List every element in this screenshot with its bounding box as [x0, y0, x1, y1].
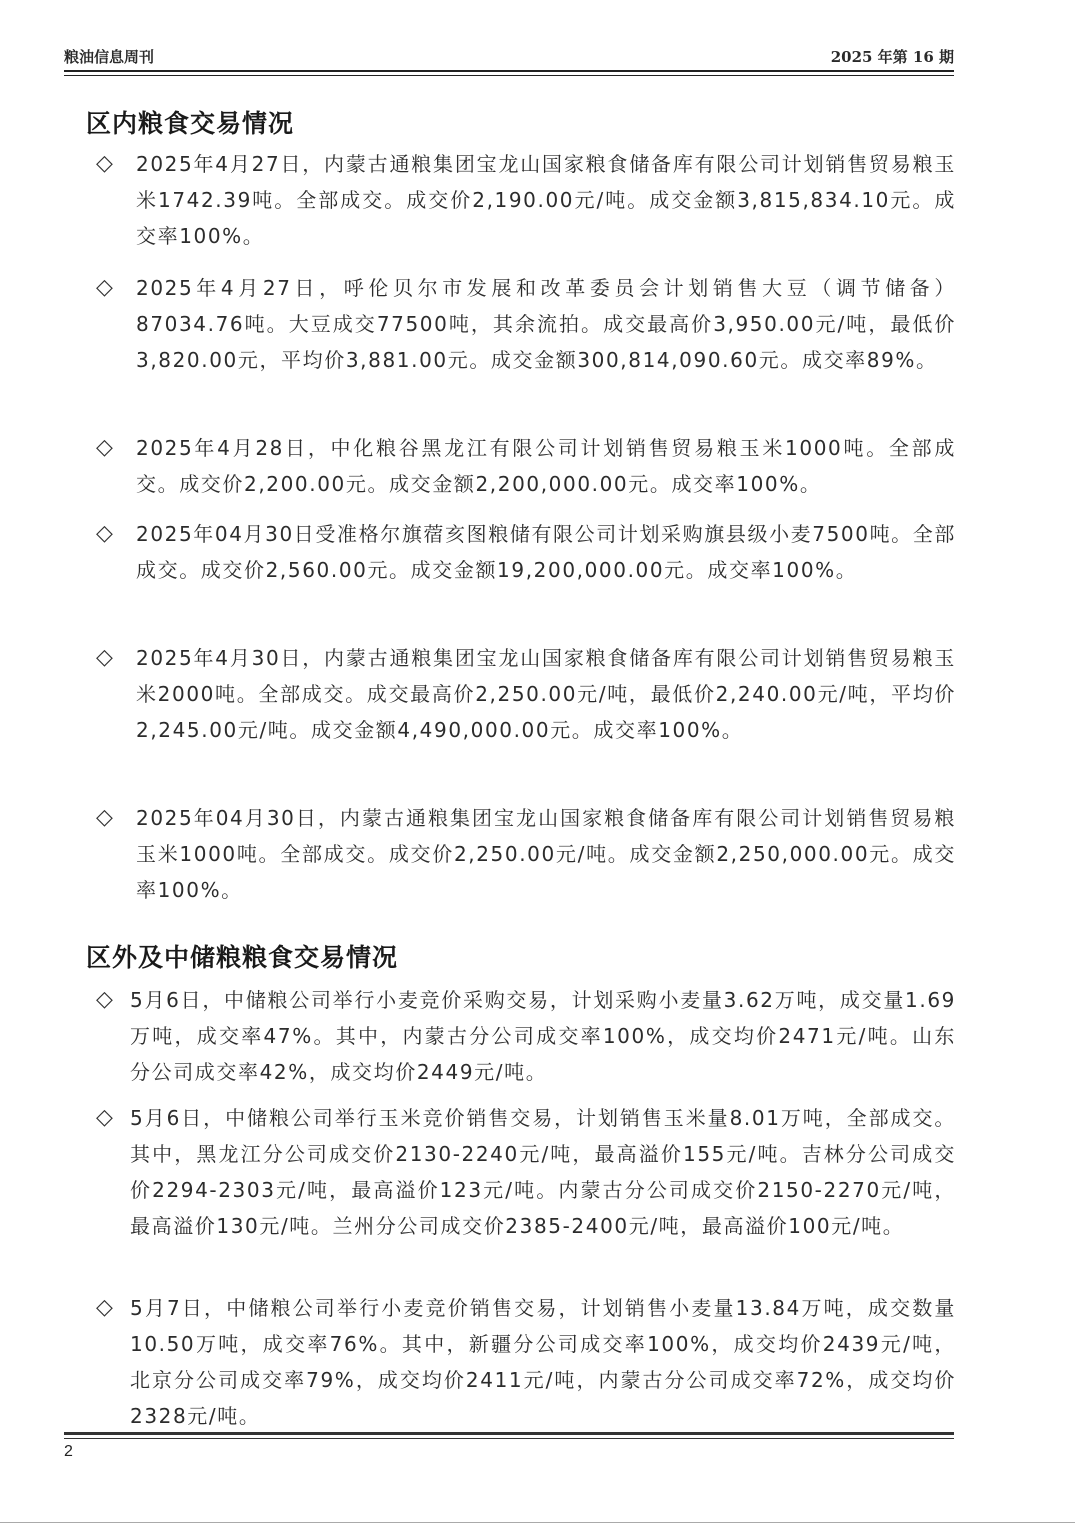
diamond-bullet-icon: ◇ — [96, 1295, 113, 1320]
list-item — [96, 430, 956, 502]
list-item — [96, 982, 956, 1090]
diamond-bullet-icon: ◇ — [96, 987, 113, 1012]
diamond-bullet-icon: ◇ — [96, 1105, 113, 1130]
list-item — [96, 640, 956, 748]
page-edge-divider — [0, 1522, 1075, 1523]
list-item-text: 2025年4月27日，呼伦贝尔市发展和改革委员会计划销售大豆（调节储备）87034.76吨。大豆成交77500吨，其余流拍。成交最高价3,950.00元/吨，最低价3,820.00元，平均价3,881.00元。成交金额300,814,090.60元。成交率89%。 — [136, 276, 956, 372]
issue-number: 2025 年第 16 期 — [830, 48, 954, 66]
diamond-bullet-icon: ◇ — [96, 275, 113, 300]
list-item-text: 2025年4月30日，内蒙古通粮集团宝龙山国家粮食储备库有限公司计划销售贸易粮玉米2000吨。全部成交。成交最高价2,250.00元/吨，最低价2,240.00元/吨，平均价2,245.00元/吨。成交金额4,490,000.00元。成交率100%。 — [136, 646, 956, 742]
list-item — [96, 270, 956, 378]
page-header — [64, 40, 954, 72]
list-item-text: 2025年4月28日，中化粮谷黑龙江有限公司计划销售贸易粮玉米1000吨。全部成交。成交价2,200.00元。成交金额2,200,000.00元。成交率100%。 — [136, 436, 956, 496]
diamond-bullet-icon: ◇ — [96, 805, 113, 830]
list-item — [96, 800, 956, 908]
page-number: 2 — [64, 1443, 73, 1460]
publication-title: 粮油信息周刊 — [64, 48, 155, 66]
diamond-bullet-icon: ◇ — [96, 521, 113, 546]
list-item-text: 5月7日，中储粮公司举行小麦竞价销售交易，计划销售小麦量13.84万吨，成交数量10.50万吨，成交率76%。其中，新疆分公司成交率100%，成交均价2439元/吨，北京分公司成交率79%，成交均价2411元/吨，内蒙古分公司成交率72%，成交均价2328元/吨。 — [130, 1296, 956, 1428]
diamond-bullet-icon: ◇ — [96, 435, 113, 460]
section-title-external: 区外及中储粮粮食交易情况 — [86, 943, 399, 972]
list-item — [96, 1100, 956, 1244]
section-title-domestic: 区内粮食交易情况 — [86, 109, 295, 138]
list-item-text: 5月6日，中储粮公司举行玉米竞价销售交易，计划销售玉米量8.01万吨，全部成交。其中，黑龙江分公司成交价2130-2240元/吨，最高溢价155元/吨。吉林分公司成交价2294-2303元/吨，最高溢价123元/吨。内蒙古分公司成交价2150-2270元/吨，最高溢价130元/吨。兰州分公司成交价2385-2400元/吨，最高溢价100元/吨。 — [130, 1106, 956, 1238]
diamond-bullet-icon: ◇ — [96, 645, 113, 670]
list-item — [96, 1290, 956, 1434]
list-item — [96, 146, 956, 254]
footer-rule — [64, 1432, 954, 1435]
list-item-text: 2025年4月27日，内蒙古通粮集团宝龙山国家粮食储备库有限公司计划销售贸易粮玉米1742.39吨。全部成交。成交价2,190.00元/吨。成交金额3,815,834.10元。成交率100%。 — [136, 152, 956, 248]
diamond-bullet-icon: ◇ — [96, 151, 113, 176]
list-item-text: 2025年04月30日受准格尔旗蓿亥图粮储有限公司计划采购旗县级小麦7500吨。全部成交。成交价2,560.00元。成交金额19,200,000.00元。成交率100%。 — [136, 522, 956, 582]
list-item-text: 5月6日，中储粮公司举行小麦竞价采购交易，计划采购小麦量3.62万吨，成交量1.69万吨，成交率47%。其中，内蒙古分公司成交率100%，成交均价2471元/吨。山东分公司成交率42%，成交均价2449元/吨。 — [130, 988, 956, 1084]
list-item — [96, 516, 956, 588]
list-item-text: 2025年04月30日，内蒙古通粮集团宝龙山国家粮食储备库有限公司计划销售贸易粮玉米1000吨。全部成交。成交价2,250.00元/吨。成交金额2,250,000.00元。成交率100%。 — [136, 806, 956, 902]
